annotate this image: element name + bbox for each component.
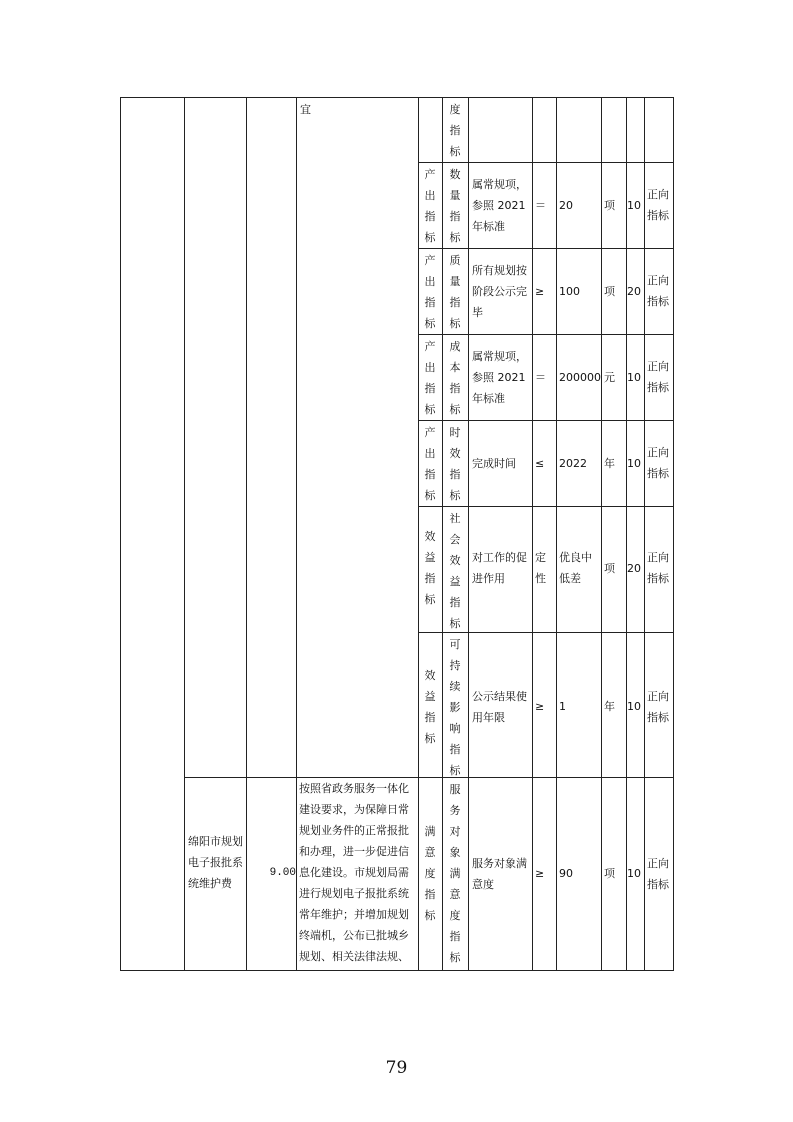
- indicator-description: 属常规项，参照 2021 年标准: [472, 178, 527, 233]
- target-value: 90: [559, 867, 573, 880]
- level2-indicator: 时效指标: [449, 426, 461, 502]
- direction: 正向指标: [647, 446, 669, 480]
- operator: ≥: [535, 867, 545, 880]
- level2-indicator: 成本指标: [449, 340, 461, 416]
- operator: 定性: [535, 551, 546, 585]
- operator: ≥: [535, 700, 545, 713]
- weight: 10: [627, 867, 641, 880]
- target-value: 20: [559, 199, 573, 212]
- project-purpose: 按照省政务服务一体化建设要求，为保障日常规划业务件的正常报批和办理，进一步促进信息化建设。市规划局需进行规划电子报批系统常年维护；并增加规划终端机，公布已批城乡规划、相关法律法规、: [299, 782, 409, 963]
- level1-indicator: 满意度指标: [424, 825, 436, 922]
- weight: 10: [627, 700, 641, 713]
- operator: ＝: [535, 199, 546, 212]
- target-value: 200000: [559, 371, 601, 384]
- weight: 20: [627, 285, 641, 298]
- operator: ≥: [535, 285, 545, 298]
- weight: 20: [627, 562, 641, 575]
- direction: 正向指标: [647, 690, 669, 724]
- indicator-description: 属常规项，参照 2021 年标准: [472, 350, 527, 405]
- unit: 项: [604, 285, 615, 298]
- project-amount: 9.00: [269, 867, 296, 879]
- target-value: 2022: [559, 457, 587, 470]
- direction: 正向指标: [647, 188, 669, 222]
- purpose-tail: 宜: [300, 103, 311, 116]
- weight: 10: [627, 457, 641, 470]
- weight: 10: [627, 371, 641, 384]
- operator: ≤: [535, 457, 545, 470]
- page-number: 79: [385, 1058, 408, 1078]
- unit: 元: [604, 371, 615, 384]
- direction: 正向指标: [647, 360, 669, 394]
- indicator-description: 完成时间: [472, 457, 516, 470]
- unit: 年: [604, 457, 615, 470]
- target-value: 100: [559, 285, 580, 298]
- unit: 项: [604, 199, 615, 212]
- indicator-tail: 度指标: [449, 103, 461, 158]
- level1-indicator: 产出指标: [424, 168, 436, 244]
- indicator-description: 对工作的促进作用: [472, 551, 527, 585]
- level2-indicator: 数量指标: [449, 168, 461, 244]
- unit: 年: [604, 700, 615, 713]
- unit: 项: [604, 562, 615, 575]
- level1-indicator: 产出指标: [424, 254, 436, 330]
- level1-indicator: 效益指标: [424, 530, 436, 606]
- level2-indicator: 可持续影响指标: [449, 638, 461, 777]
- weight: 10: [627, 199, 641, 212]
- level2-indicator: 服务对象满意度指标: [449, 783, 461, 964]
- direction: 正向指标: [647, 857, 669, 891]
- level1-indicator: 效益指标: [424, 669, 436, 745]
- indicator-description: 服务对象满意度: [472, 857, 527, 891]
- direction: 正向指标: [647, 274, 669, 308]
- level1-indicator: 产出指标: [424, 340, 436, 416]
- level2-indicator: 社会效益指标: [449, 512, 461, 630]
- indicator-description: 所有规划按阶段公示完毕: [472, 264, 527, 319]
- level2-indicator: 质量指标: [449, 254, 461, 330]
- target-value: 优良中低差: [559, 551, 592, 585]
- unit: 项: [604, 867, 615, 880]
- indicator-description: 公示结果使用年限: [472, 690, 527, 724]
- target-value: 1: [559, 700, 566, 713]
- project-name: 绵阳市规划电子报批系统维护费: [188, 835, 243, 890]
- operator: ＝: [535, 371, 546, 384]
- level1-indicator: 产出指标: [424, 426, 436, 502]
- direction: 正向指标: [647, 551, 669, 585]
